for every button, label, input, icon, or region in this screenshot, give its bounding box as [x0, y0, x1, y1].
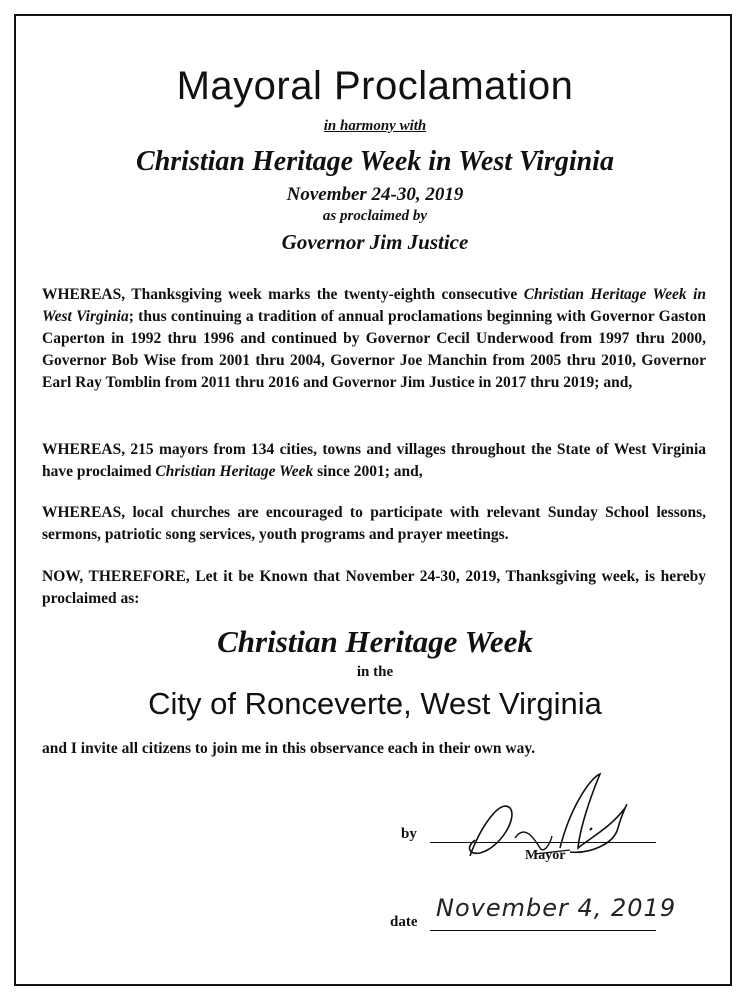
- governor-name: Governor Jim Justice: [281, 230, 469, 254]
- date-label: date: [390, 914, 418, 930]
- proclaimed-name: Christian Heritage Week: [217, 624, 533, 659]
- document-title: Mayoral Proclamation: [176, 64, 574, 108]
- event-dates: November 24-30, 2019: [286, 184, 464, 205]
- subtitle-prefix: in harmony with: [323, 118, 427, 134]
- invitation-text: and I invite all citizens to join me in this observance each in their own way.: [42, 740, 536, 757]
- whereas-paragraph-1: WHEREAS, Thanksgiving week marks the twenty-eighth consecutive Christian Heritage Week in West Virginia; thus continuing a tradition of annual proclamations beginning with Governor Gaston Caperton in 1992 thru 1996 and continued by Governor Cecil Underwood from 1997 thru 2000, Governor Bob Wise from 2001 thru 2004, Governor Joe Manchin from 2005 thru 2010, Governor Earl Ray Tomblin from 2011 thru 2016 and Governor Jim Justice in 2017 thru 2019; and,: [42, 286, 707, 391]
- event-name: Christian Heritage Week in West Virginia: [136, 146, 614, 177]
- city-name: City of Ronceverte, West Virginia: [148, 686, 602, 721]
- therefore-paragraph: NOW, THEREFORE, Let it be Known that November 24-30, 2019, Thanksgiving week, is hereby proclaimed as:: [42, 568, 706, 607]
- proclaimed-by-label: as proclaimed by: [322, 208, 428, 224]
- signature-line: [430, 842, 656, 843]
- whereas-paragraph-2: WHEREAS, 215 mayors from 134 cities, towns and villages throughout the State of West Virginia have proclaimed Christian Heritage Week since 2001; and,: [42, 441, 706, 480]
- in-the-label: in the: [356, 664, 394, 680]
- whereas-paragraph-3: WHEREAS, local churches are encouraged to participate with relevant Sunday School lessons, sermons, patriotic song services, youth programs and prayer meetings.: [42, 504, 706, 543]
- mayor-label: Mayor: [525, 848, 566, 863]
- by-label: by: [401, 826, 417, 842]
- date-line: [430, 930, 656, 931]
- date-value: November 4, 2019: [436, 894, 677, 922]
